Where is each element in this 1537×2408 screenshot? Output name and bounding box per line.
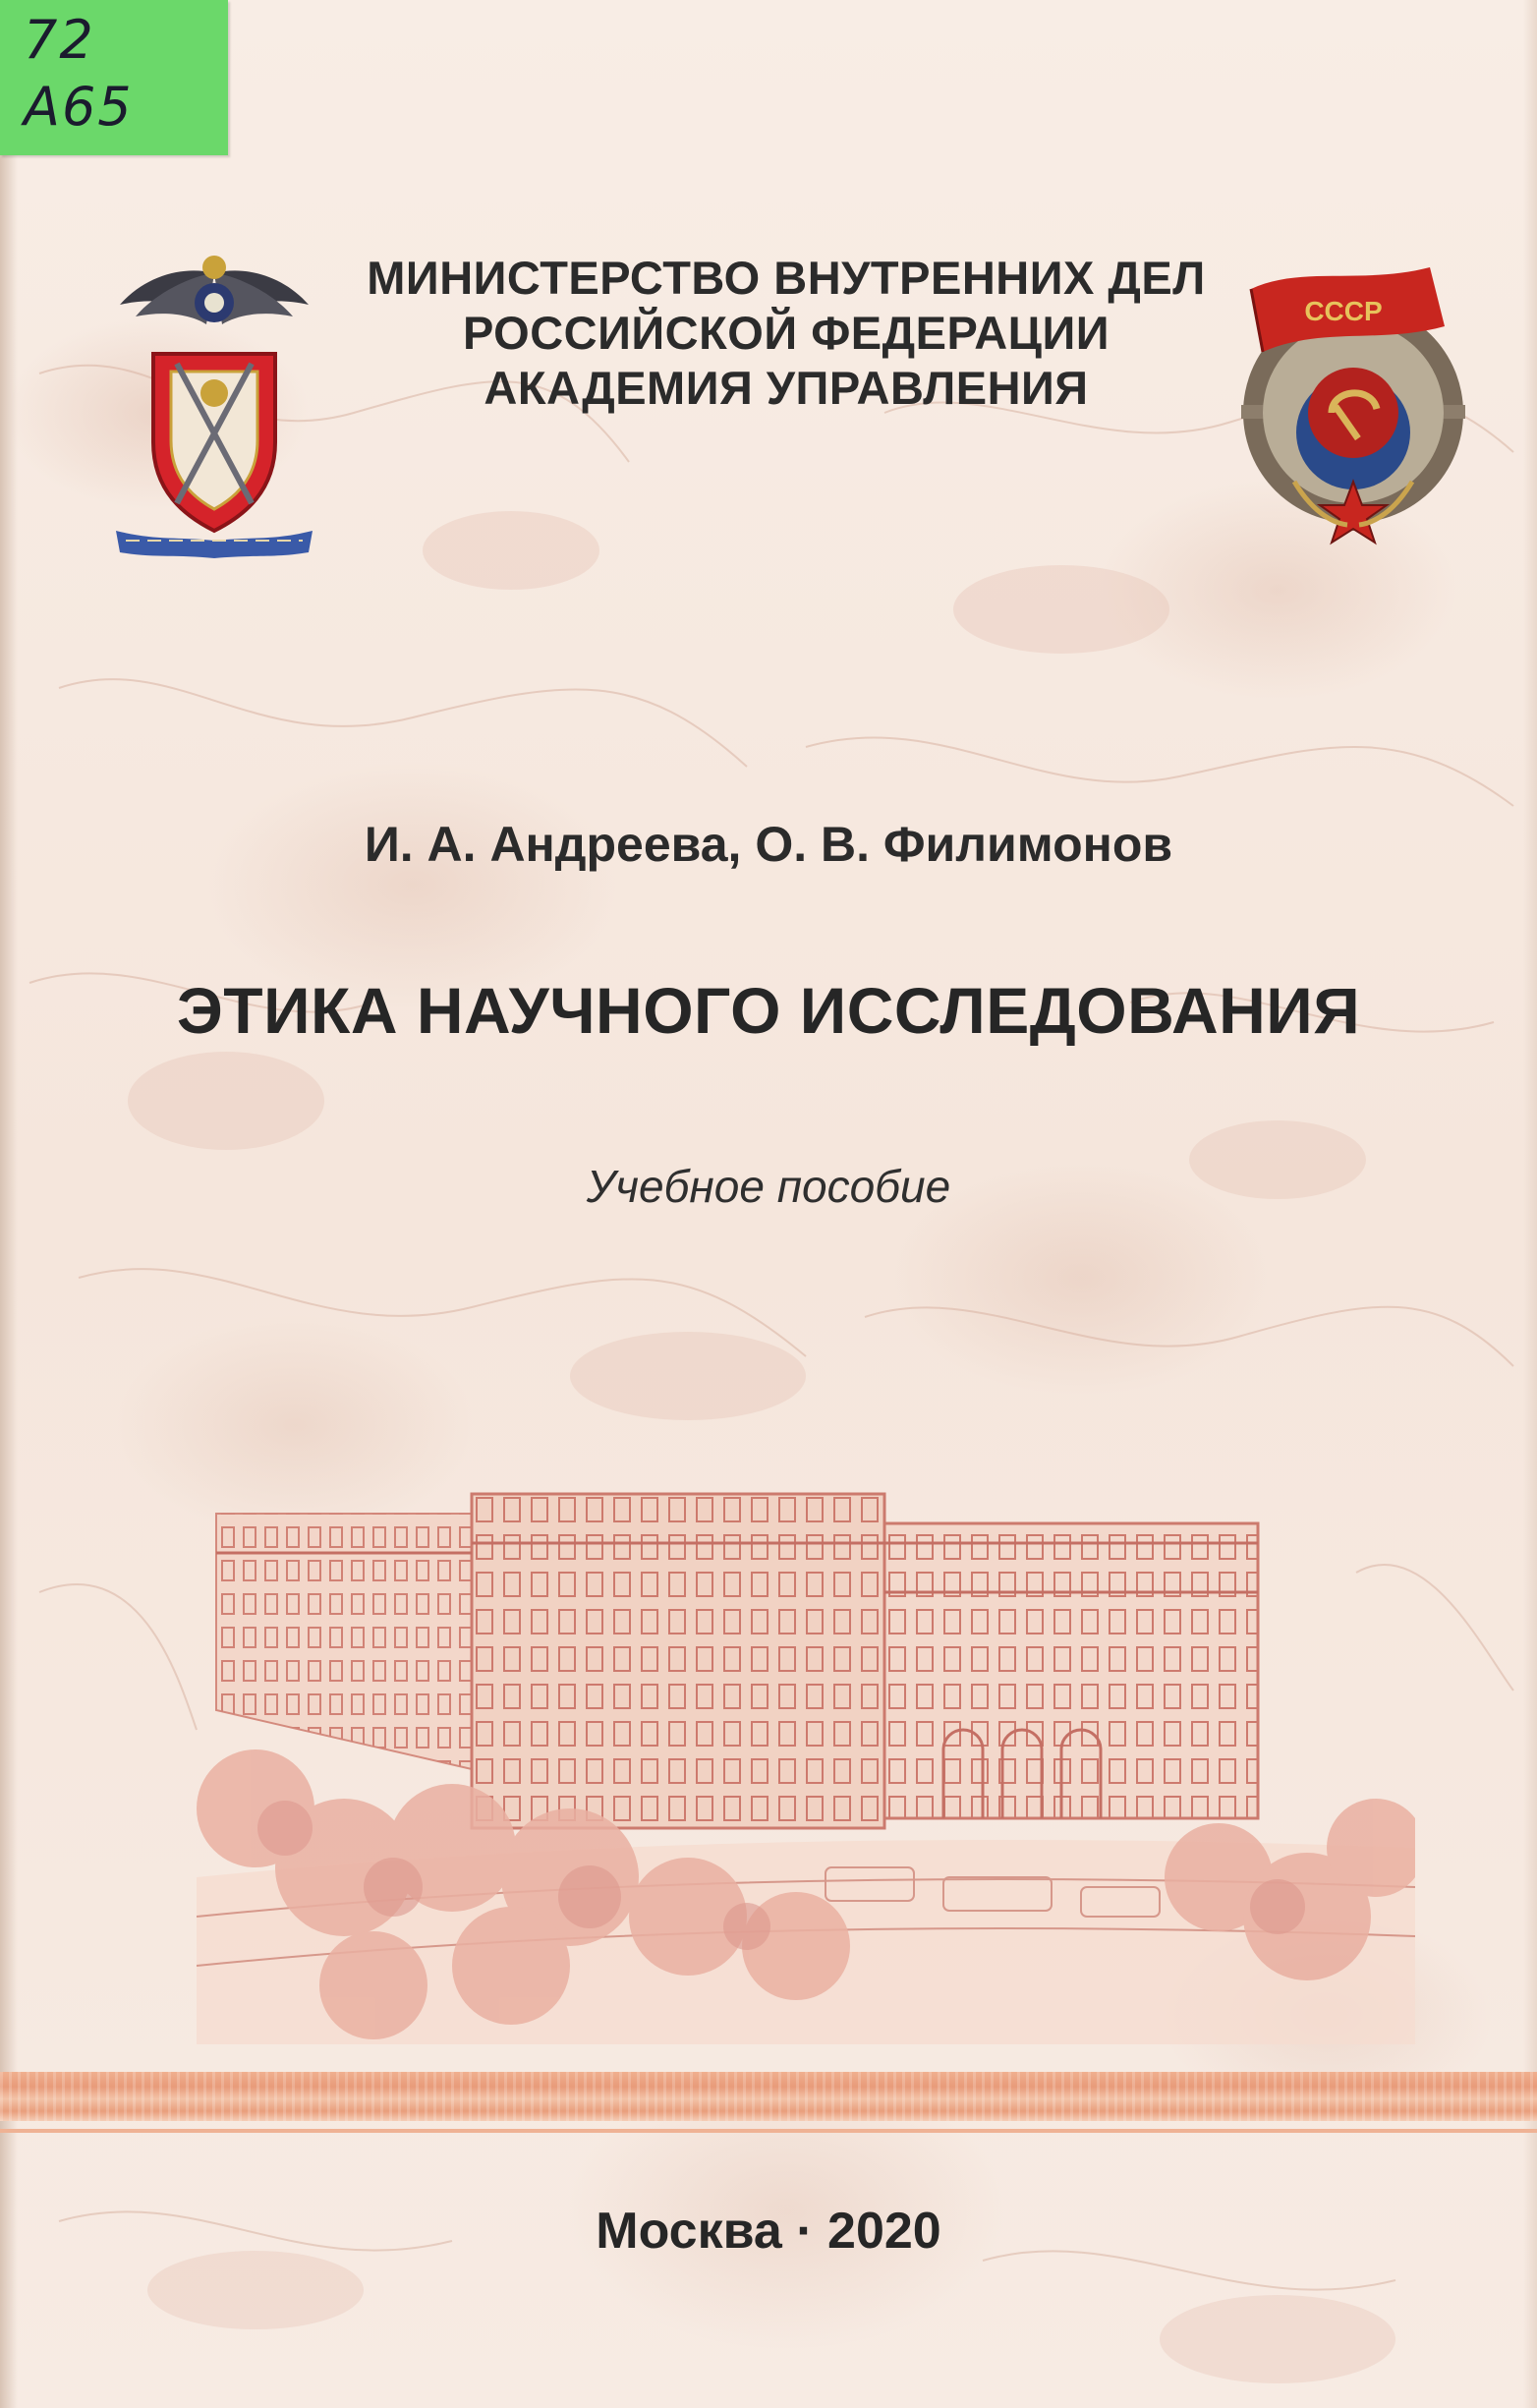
publisher-block — [295, 251, 1278, 416]
decorative-rule — [0, 2129, 1537, 2133]
sticker-class-number: 72 — [24, 9, 95, 71]
publisher-line-ministry: МИНИСТЕРСТВО ВНУТРЕННИХ ДЕЛ — [367, 252, 1206, 304]
academy-building-engraving-icon — [197, 1455, 1415, 2044]
book-subtitle: Учебное пособие — [586, 1161, 951, 1212]
imprint-city-year: Москва · 2020 — [596, 2203, 941, 2260]
publisher-line-country: РОССИЙСКОЙ ФЕДЕРАЦИИ — [462, 307, 1110, 359]
authors: И. А. Андреева, О. В. Филимонов — [364, 817, 1173, 872]
book-title: ЭТИКА НАУЧНОГО ИССЛЕДОВАНИЯ — [176, 974, 1361, 1047]
mvd-academy-emblem-icon — [116, 246, 313, 560]
sticker-author-mark: А65 — [24, 76, 134, 138]
library-sticker — [0, 0, 228, 155]
decorative-stripe — [0, 2072, 1537, 2121]
order-banner-text: СССР — [1304, 296, 1383, 326]
publisher-line-academy: АКАДЕМИЯ УПРАВЛЕНИЯ — [484, 362, 1089, 414]
